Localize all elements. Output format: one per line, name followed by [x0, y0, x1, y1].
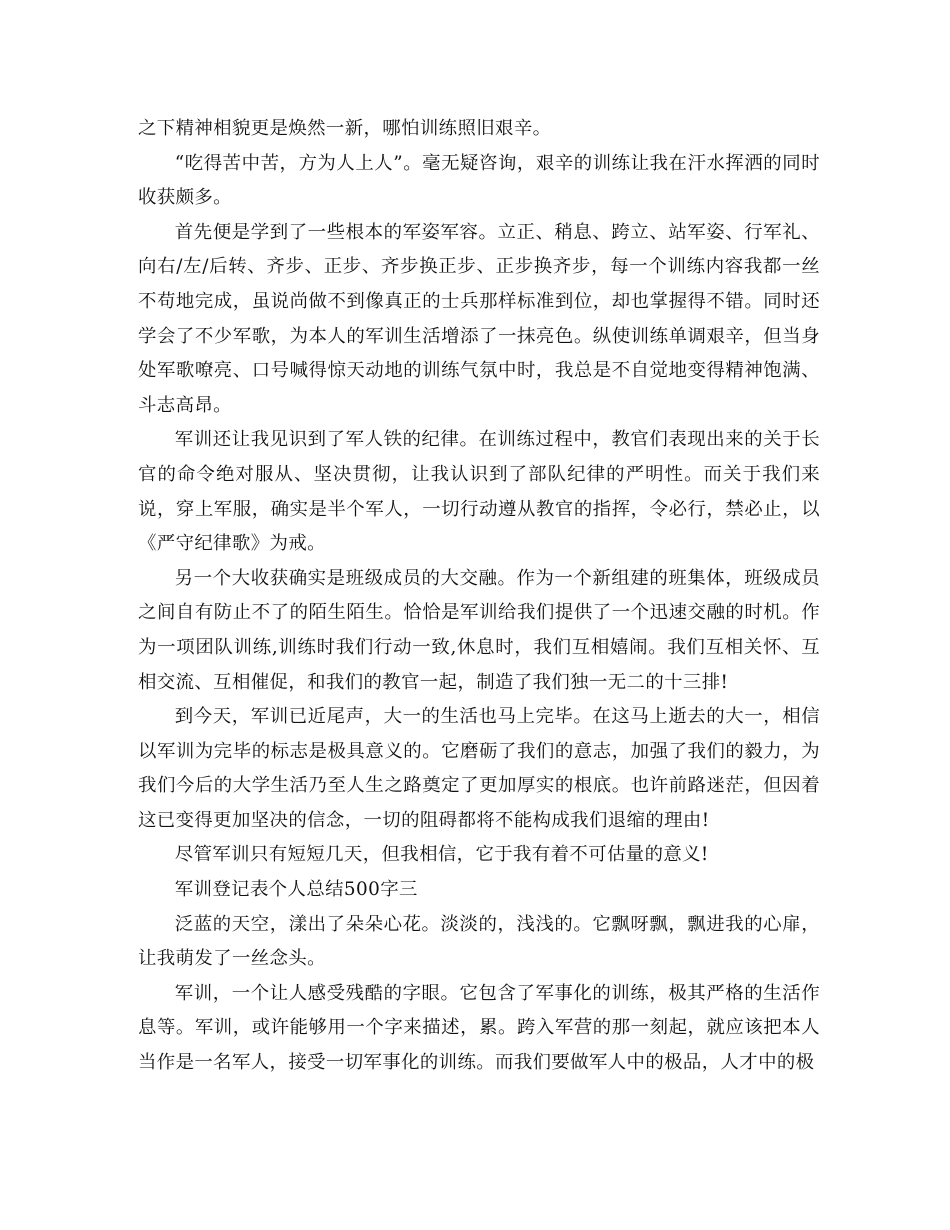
document-body: [138, 112, 820, 1081]
paragraph: 军训还让我见识到了军人铁的纪律。在训练过程中，教官们表现出来的关于长官的命令绝对服从、坚决贯彻，让我认识到了部队纪律的严明性。而关于我们来说，穿上军服，确实是半个军人，一切行动遵从教官的指挥，令必行，禁必止，以《严守纪律歌》为戒。: [138, 429, 820, 555]
paragraph: 到今天，军训已近尾声，大一的生活也马上完毕。在这马上逝去的大一，相信以军训为完毕的标志是极具意义的。它磨砺了我们的意志，加强了我们的毅力，为我们今后的大学生活乃至人生之路奠定了更加厚实的根底。也许前路迷茫，但因着这已变得更加坚决的信念，一切的阻碍都将不能构成我们退缩的理由!: [138, 706, 820, 831]
section-heading: 军训登记表个人总结500字三: [174, 879, 418, 901]
paragraph: “吃得苦中苦，方为人上人”。毫无疑咨询，艰辛的训练让我在汗水挥洒的同时收获颇多。: [138, 152, 820, 209]
paragraph: 尽管军训只有短短几天，但我相信，它于我有着不可估量的意义!: [174, 844, 709, 866]
paragraph: 另一个大收获确实是班级成员的大交融。作为一个新组建的班集体，班级成员之间自有防止不了的陌生陌生。恰恰是军训给我们提供了一个迅速交融的时机。作为一项团队训练,训练时我们行动一致,休息时，我们互相嬉闹。我们互相关怀、互相交流、互相催促，和我们的教官一起，制造了我们独一无二的十三排!: [138, 567, 820, 693]
paragraph: 首先便是学到了一些根本的军姿军容。立正、稍息、跨立、站军姿、行军礼、向右/左/后转、齐步、正步、齐步换正步、正步换齐步，每一个训练内容我都一丝不苟地完成，虽说尚做不到像真正的士兵那样标准到位，却也掌握得不错。同时还学会了不少军歌，为本人的军训生活增添了一抹亮色。纵使训练单调艰辛，但当身处军歌嘹亮、口号喊得惊天动地的训练气氛中时，我总是不自觉地变得精神饱满、斗志高昂。: [138, 221, 820, 416]
paragraph-continuation: 之下精神相貌更是焕然一新，哪怕训练照旧艰辛。: [138, 118, 552, 139]
paragraph: 军训，一个让人感受残酷的字眼。它包含了军事化的训练，极其严格的生活作息等。军训，或许能够用一个字来描述，累。跨入军营的那一刻起，就应该把本人当作是一名军人，接受一切军事化的训练。而我们要做军人中的极品，人才中的极: [138, 982, 820, 1074]
paragraph: 泛蓝的天空，漾出了朵朵心花。淡淡的，浅浅的。它飘呀飘，飘进我的心扉，让我萌发了一丝念头。: [138, 913, 820, 970]
